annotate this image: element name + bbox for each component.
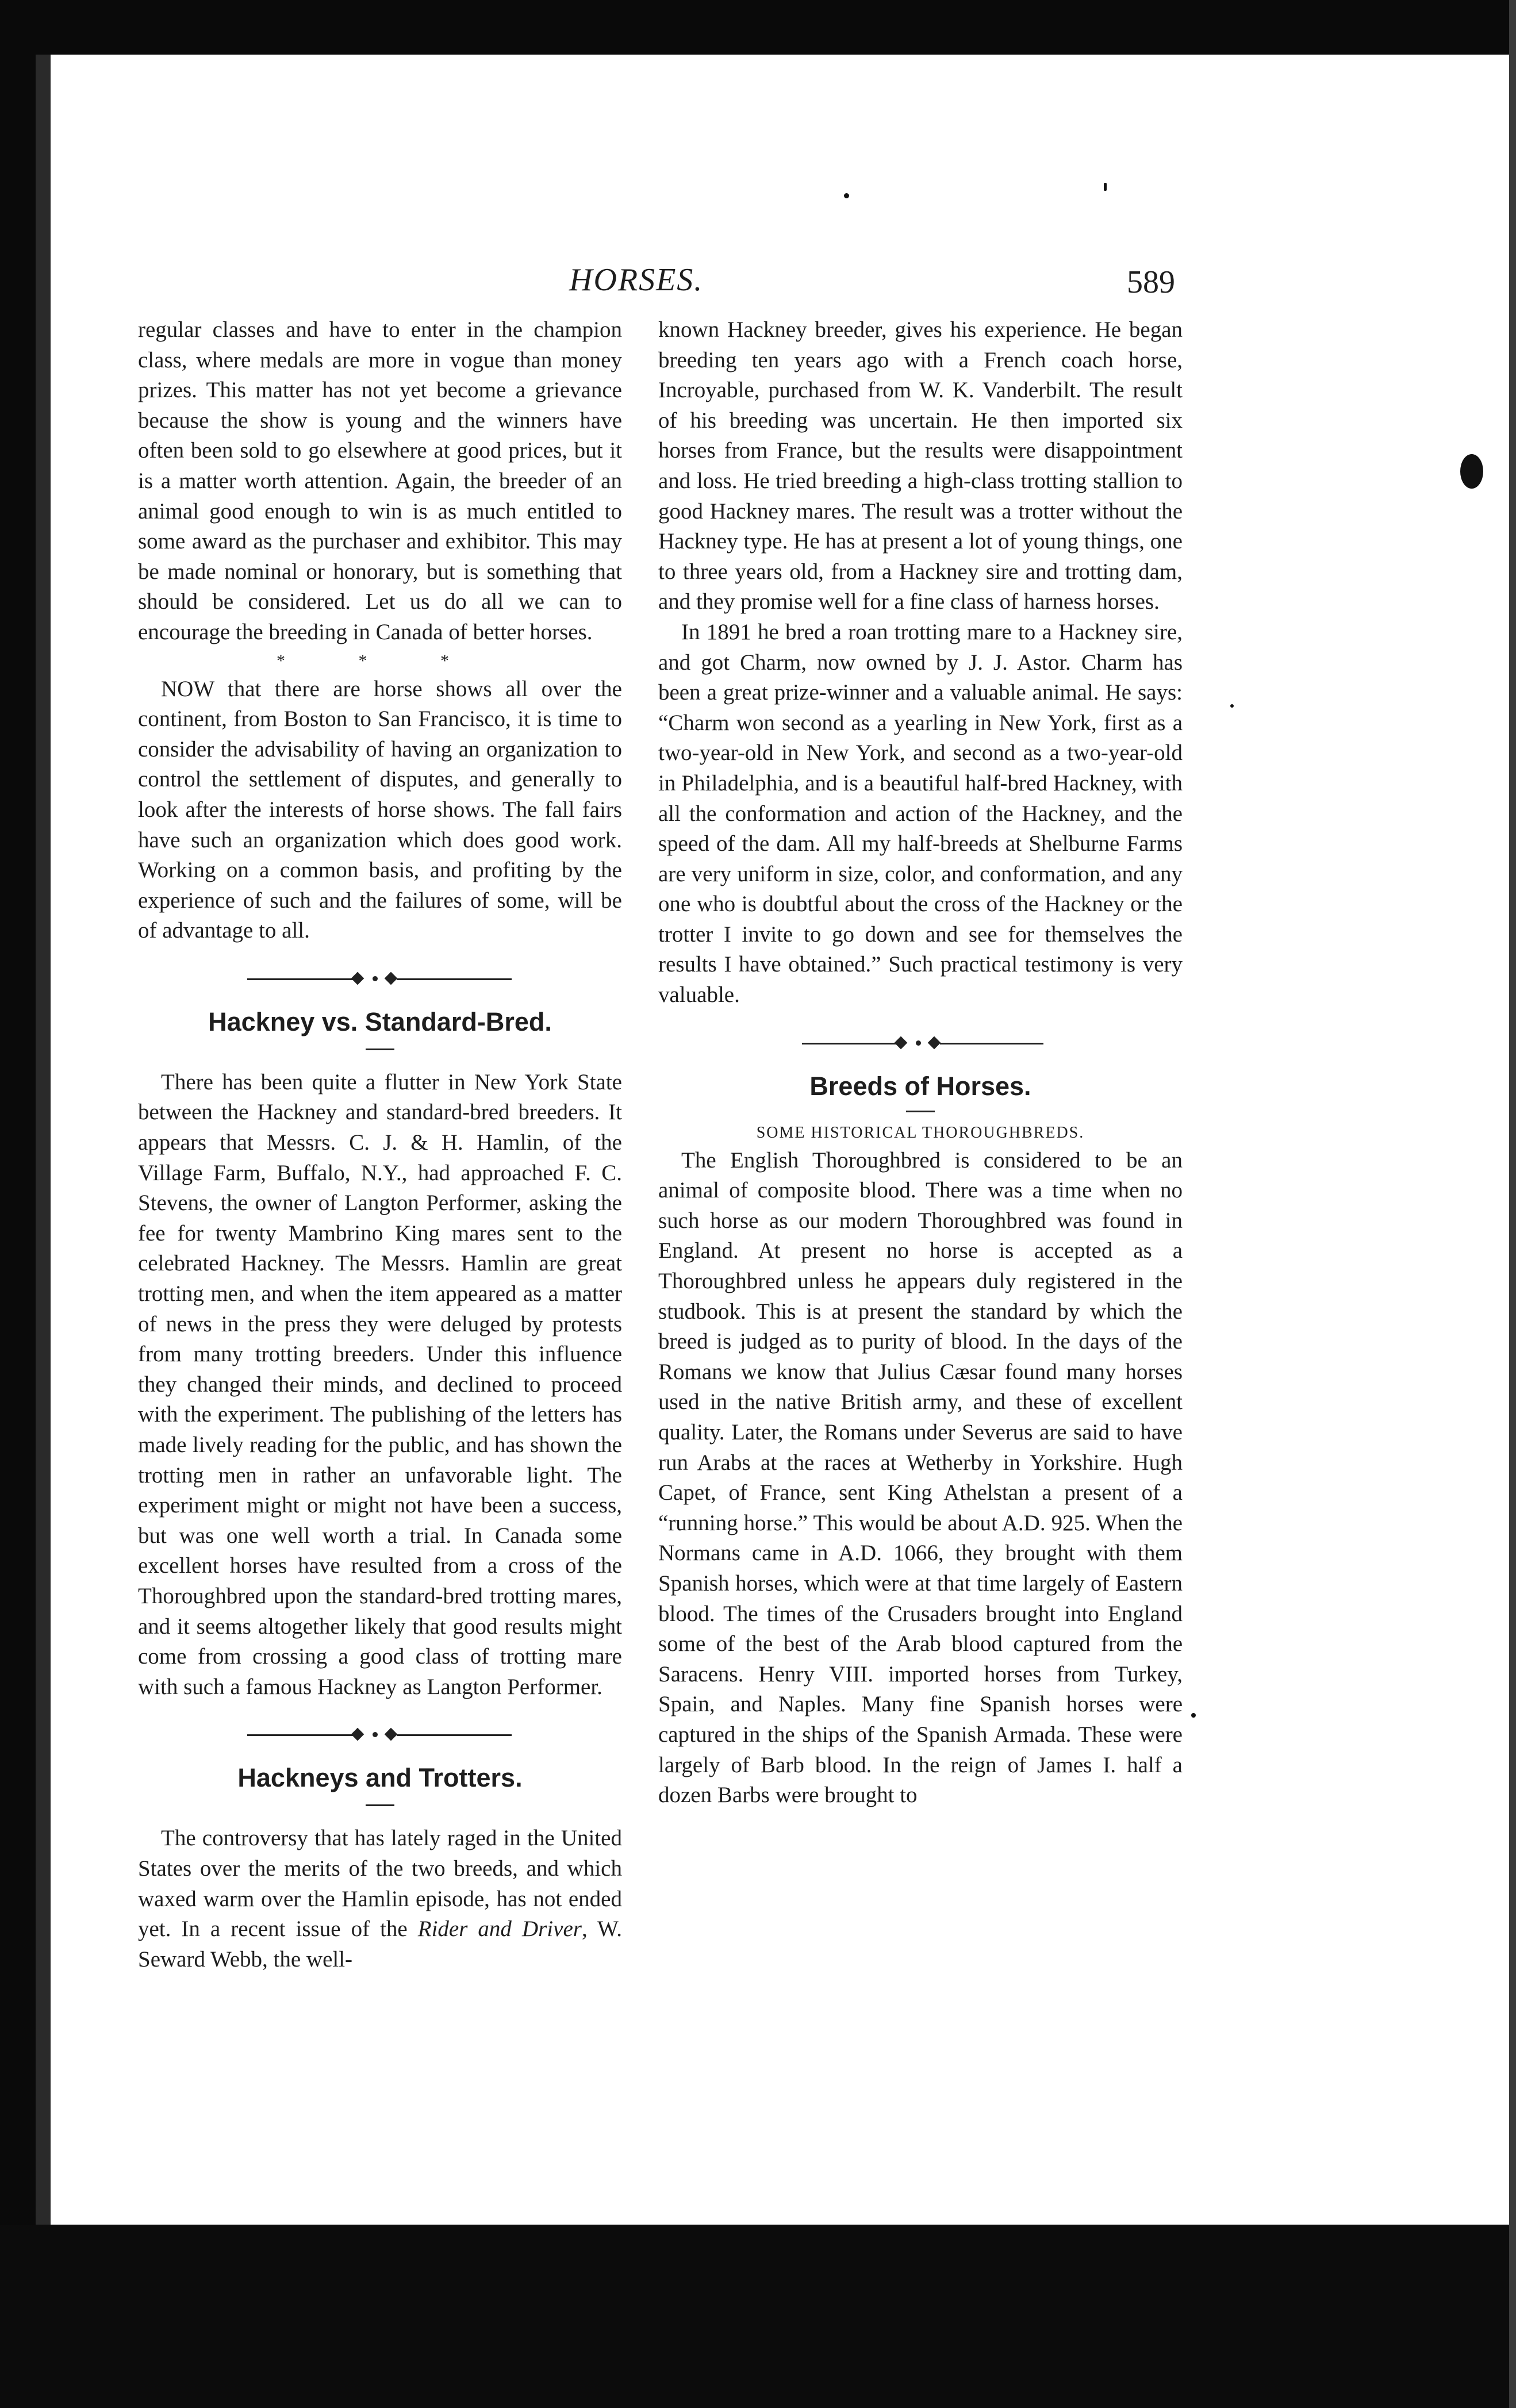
paragraph-controversy — [138, 1823, 622, 1975]
subheading-historical-thoroughbreds: SOME HISTORICAL THOROUGHBREDS. — [756, 1123, 1085, 1142]
paragraph-webb-experience: known Hackney breeder, gives his experience. He began breeding ten years ago with a French coach horse, Incroyable, purchased from W. K. Vanderbilt. The result of his breeding was uncertain. He then imported six horses from France, but the results were disappointment and loss. He tried breeding a high-class trotting stallion to good Hackney mares. The result was a trotter without the Hackney type. He has at present a lot of young things, one to three years old, from a Hackney sire and trotting dam, and they promise well for a fine class of harness horses. — [658, 317, 1183, 615]
section-ornament — [138, 1715, 622, 1755]
ornament-line-left — [247, 1734, 356, 1736]
paragraph-charm: In 1891 he bred a roan trotting mare to a Hackney sire, and got Charm, now owned by J. J. Astor. Charm has been a great prize-winner and a valuable animal. He says: “Charm won second as a yearling in New York, first as a two-year-old in New York, and second as a two-year-old in Philadelphia, and is a beautiful half-bred Hackney, with all the conformation and action of the Hackney, and the speed of the dam. All my half-breeds at Shelburne Farms are very uniform in size, color, and conformation, and any one who is doubtful about the cross of the Hackney or the trotter I invite to go down and see for themselves the results I have obtained.” Such practical testimony is very valuable. — [658, 619, 1183, 1008]
left-column — [138, 315, 622, 1975]
ornament-line-right — [940, 1043, 1043, 1044]
heading-hackney-vs-standard-bred: Hackney vs. Standard-Bred. — [208, 1007, 552, 1036]
ornament-diamond-left — [351, 972, 364, 985]
page-number: 589 — [1127, 264, 1175, 300]
paragraph-english-thoroughbred: The English Thoroughbred is considered to be an animal of composite blood. There was a time when no such horse as our modern Thoroughbred was found in England. At present no horse is accepted as a Thoroughbred unless he appears duly registered in the studbook. This is at present the standard by which the breed is judged as to purity of blood. In the days of the Romans we know that Julius Cæsar found many horses used in the native British army, and these of excellent quality. Later, the Romans under Severus are said to have run Arabs at the races at Wetherby in Yorkshire. Hugh Capet, of France, sent King Athelstan a present of a “running horse.” This would be about A.D. 925. When the Normans came in A.D. 1066, they brought with them Spanish horses, which were at that time largely of Eastern blood. The times of the Crusaders brought into England some of the best of the Arab blood captured from the Saracens. Henry VIII. imported horses from Turkey, Spain, and Naples. Many fine Spanish horses were captured in the ships of the Spanish Armada. These were largely of Barb blood. In the reign of James I. half a dozen Barbs were brought to — [658, 1147, 1183, 1808]
publication-title: Rider and Driver — [417, 1917, 582, 1942]
scan-border-top — [0, 0, 1516, 55]
scan-speck — [844, 193, 849, 198]
section-ornament — [658, 1023, 1183, 1063]
heading-dash — [906, 1111, 935, 1112]
scan-speck — [1191, 1713, 1196, 1718]
ornament-line-right — [397, 1734, 512, 1736]
ornament-dot — [373, 976, 378, 981]
ornament-diamond-left — [351, 1728, 364, 1741]
ornament-diamond-right — [928, 1036, 941, 1049]
right-column — [658, 315, 1183, 1811]
heading-hackneys-and-trotters: Hackneys and Trotters. — [237, 1763, 523, 1793]
paragraph-controversy-text: The controversy that has lately raged in the United States over the merits of the two breeds, and which waxed warm over the Hamlin episode, has not ended yet. In a recent issue of the — [138, 1826, 622, 1942]
ornament-dot — [373, 1732, 378, 1737]
paragraph-horse-shows: NOW that there are horse shows all over the continent, from Boston to San Francisco, it is time to consider the advisability of having an organization to control the settlement of disputes, and generally to look after the interests of horse shows. The fall fairs have such an organization which does good work. Working on a common basis, and profiting by the experience of such and the failures of some, will be of advantage to all. — [138, 676, 622, 943]
ornament-diamond-right — [385, 972, 398, 985]
ornament-line-right — [397, 978, 512, 980]
paragraph-champion-class: regular classes and have to enter in the champion class, where medals are more in vogue than money prizes. This matter has not yet become a grievance because the show is young and the winners have often been sold to go elsewhere at good prices, but it is a matter worth attention. Again, the breeder of an animal good enough to win is as much entitled to some award as the purchaser and exhibitor. This may be made nominal or honorary, but is something that should be considered. Let us do all we can to encourage the breeding in Canada of better horses. — [138, 317, 622, 644]
ornament-line-left — [247, 978, 356, 980]
ornament-dot — [916, 1040, 921, 1046]
scan-speck — [1230, 704, 1234, 708]
scan-speck — [1104, 183, 1107, 191]
paragraph-new-york-flutter: There has been quite a flutter in New York State between the Hackney and standard-bred breeders. It appears that Messrs. C. J. & H. Hamlin, of the Village Farm, Buffalo, N.Y., had approached F. C. Stevens, the owner of Langton Performer, asking the fee for twenty Mambrino King mares sent to the celebrated Hackney. The Messrs. Hamlin are great trotting men, and when the item appeared as a matter of news in the press they were deluged by protests from many trotting breeders. Under this influence they changed their minds, and declined to proceed with the experiment. The publishing of the letters has made lively reading for the public, and has shown the trotting men in rather an unfavorable light. The experiment might or might not have been a success, but was one well worth a trial. In Canada some excellent horses have resulted from a cross of the Thoroughbred upon the standard-bred trotting mares, and it seems altogether likely that good results might come from crossing a good class of trotting mare with such a famous Hackney as Langton Performer. — [138, 1069, 622, 1699]
scan-border-bottom — [0, 2225, 1516, 2408]
scan-speck — [1460, 454, 1483, 489]
ornament-diamond-left — [895, 1036, 908, 1049]
heading-dash — [366, 1804, 394, 1806]
scan-border-left — [0, 0, 36, 2408]
running-head — [0, 262, 1516, 302]
heading-dash — [366, 1049, 394, 1050]
scan-border-right — [1509, 0, 1516, 2408]
section-stars: * * * — [277, 651, 483, 670]
ornament-diamond-right — [385, 1728, 398, 1741]
ornament-line-left — [802, 1043, 900, 1044]
heading-breeds-of-horses: Breeds of Horses. — [809, 1071, 1031, 1101]
paragraph-controversy-end: , W. Seward Webb, the well- — [138, 1917, 622, 1972]
section-ornament — [138, 959, 622, 999]
running-title: HORSES. — [569, 262, 704, 298]
scan-shadow-left — [36, 55, 51, 2228]
